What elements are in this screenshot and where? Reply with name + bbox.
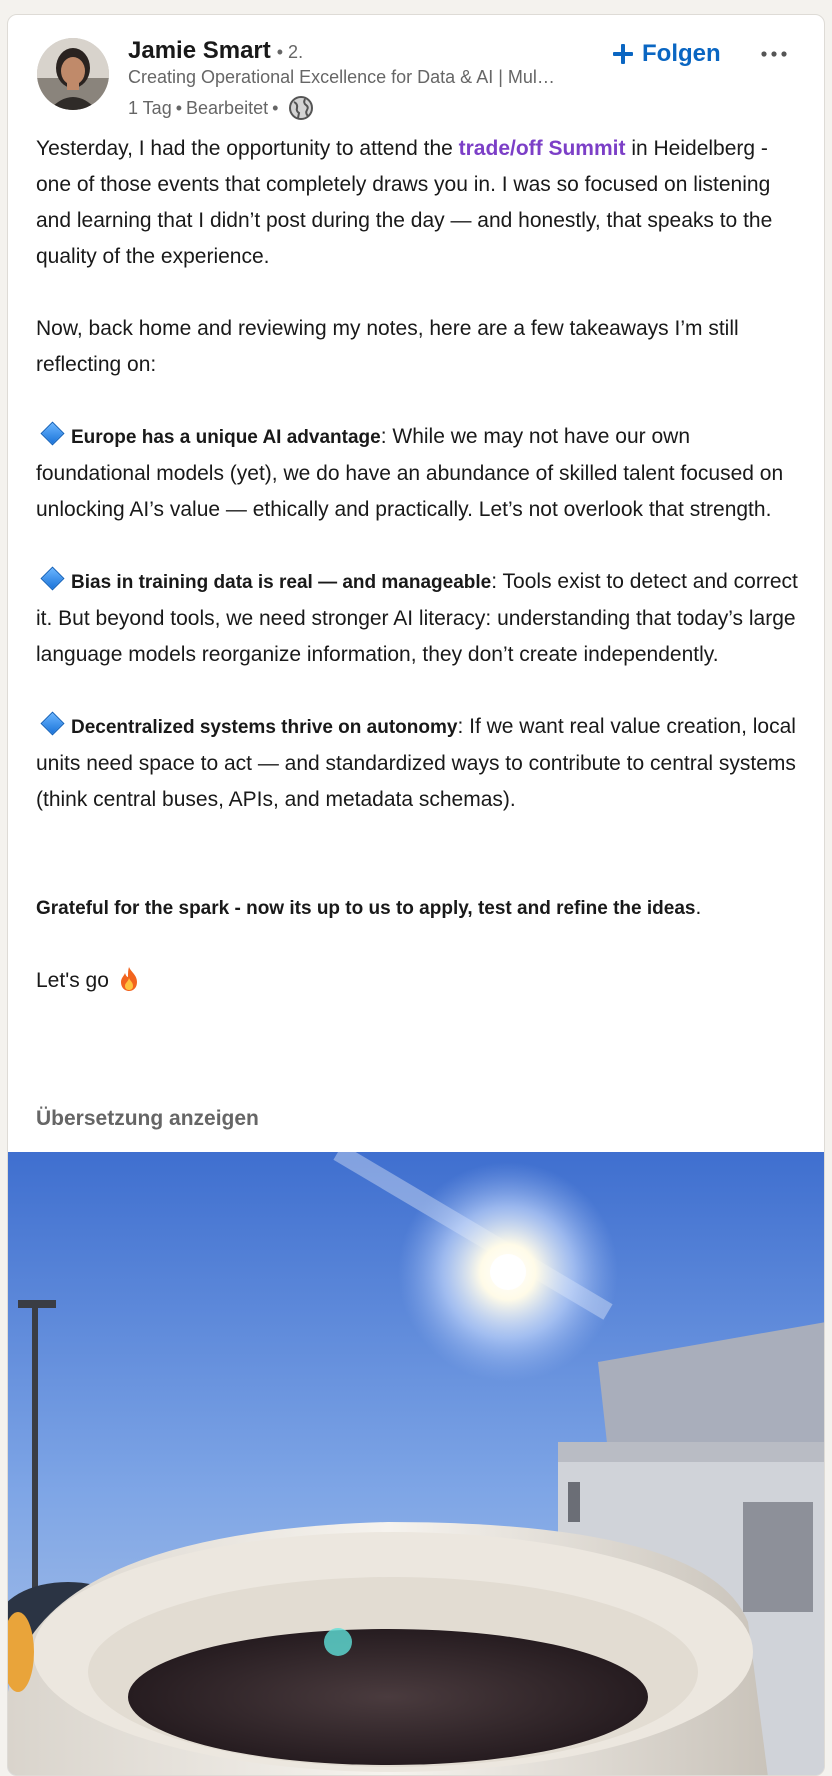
- globe-icon: [288, 95, 314, 121]
- intro-paragraph: [36, 131, 806, 275]
- takeaway-title: Decentralized systems thrive on autonomy: [71, 717, 458, 738]
- takeaway-item: [36, 419, 806, 528]
- closing-paragraph: [36, 890, 806, 927]
- post-body: [36, 131, 806, 1035]
- reflection-paragraph: Now, back home and reviewing my notes, here are a few takeaways I’m still reflecting on:: [36, 317, 739, 376]
- blue-diamond-icon: [40, 566, 64, 590]
- author-avatar[interactable]: [37, 38, 109, 110]
- show-translation-button[interactable]: Übersetzung anzeigen: [36, 1107, 259, 1130]
- intro-text-cont: in Heidelberg - one of those events that completely draws you in. I was so focused on listening and learning that I didn’t post during the day — and honestly, that speaks to the quality of the experience.: [36, 137, 773, 268]
- meta-separator: •: [175, 97, 183, 118]
- spacer: [36, 854, 806, 890]
- lets-go-text: Let's go: [36, 969, 109, 992]
- author-name[interactable]: [128, 37, 303, 65]
- takeaway-item: [36, 709, 806, 818]
- takeaway-text: : If we want real value creation, local units need space to act — and standardized ways to contribute to central systems (think central buses, APIs, and metadata schemas).: [36, 715, 796, 811]
- post-image[interactable]: [8, 1152, 825, 1776]
- takeaway-text: : Tools exist to detect and correct it. But beyond tools, we need stronger AI literacy: understanding that today’s large language models reorganize information, they don’t create independently.: [36, 570, 798, 666]
- connection-degree: • 2.: [276, 42, 304, 62]
- author-name-text[interactable]: Jamie Smart: [128, 37, 271, 64]
- closing-bold: Grateful for the spark - now its up to us to apply, test and refine the ideas: [36, 898, 696, 919]
- takeaway-title: Europe has a unique AI advantage: [71, 427, 381, 448]
- coffee-cup-photo: [8, 1152, 825, 1776]
- plus-icon: [612, 43, 634, 65]
- meta-separator: •: [272, 97, 279, 118]
- takeaway-text: : While we may not have our own foundational models (yet), we do have an abundance of skilled talent focused on unlocking AI’s value — ethically and practically. Let’s not overlook that strength.: [36, 425, 784, 521]
- blue-diamond-icon: [40, 711, 64, 735]
- fire-icon: [117, 966, 141, 992]
- takeaway-title: Bias in training data is real — and manageable: [71, 572, 492, 593]
- intro-text: Yesterday, I had the opportunity to attend the: [36, 137, 459, 160]
- lets-go-line: [36, 963, 806, 999]
- author-headline: Creating Operational Excellence for Data & AI | Mul…: [128, 67, 555, 87]
- follow-label[interactable]: Folgen: [642, 40, 721, 67]
- follow-button[interactable]: [612, 35, 721, 73]
- closing-dot: .: [695, 896, 702, 919]
- edited-label: Bearbeitet: [186, 97, 269, 118]
- takeaway-item: [36, 564, 806, 673]
- more-options-button[interactable]: [756, 41, 792, 67]
- post-meta: [128, 95, 314, 121]
- post-time: 1 Tag: [128, 97, 172, 118]
- summit-link[interactable]: trade/off Summit: [458, 137, 626, 160]
- blue-diamond-icon: [40, 421, 64, 445]
- post-card: [7, 14, 825, 1776]
- more-horizontal-icon: [760, 50, 788, 58]
